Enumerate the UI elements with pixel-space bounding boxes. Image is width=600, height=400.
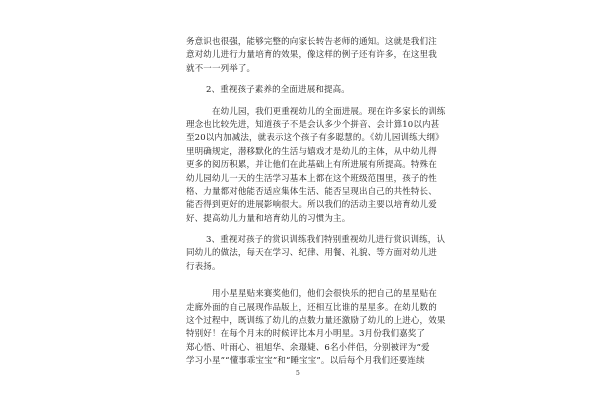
text-line: 幼儿园幼儿一天的生活学习基本上都在这个班级范围里，孩子的性	[186, 173, 437, 184]
paragraph-star-stickers	[186, 288, 446, 368]
page-number: 5	[296, 370, 300, 377]
spacer	[186, 274, 418, 288]
text-line: 能否得到更好的进展影响很大。所以我们的活动主要以培育幼儿爱	[186, 200, 437, 211]
spacer	[186, 226, 418, 234]
text-line: 更多的阅历积累，并让他们在此基础上有所进展有所提高。特殊在	[186, 160, 437, 171]
text-line: 意对幼儿进行力量培育的效果，像这样的例子还有许多，在这里我	[186, 50, 437, 61]
text-line: 郑心悟、叶雨心、祖旭华、余璟婕、6名小伴侣，分别被评为“爱	[186, 342, 430, 353]
paragraph-awareness-continuation	[186, 36, 437, 76]
text-line: 就不一一列举了。	[186, 63, 256, 74]
text-line: 特别好！在每个月末的时候评比本月小明星。3月份我们嘉奖了	[186, 329, 426, 340]
paragraph-appreciation-education	[186, 234, 446, 274]
spacer	[186, 76, 418, 84]
text-line: 好、提高幼儿力量和培育幼儿的习惯为主。	[186, 213, 351, 224]
text-line: 学习小星”“懂事乖宝宝”和“睡宝宝”。以后每个月我们还要连续	[186, 356, 425, 367]
paragraph-comprehensive-development	[186, 106, 446, 227]
document-body	[186, 36, 446, 369]
text-line: 里明确规定，潜移默化的生活与嬉戏才是幼儿的主体，从中幼儿得	[186, 146, 437, 157]
text-line: 在幼儿园，我们更重视幼儿的全面进展。现在许多家长的训练	[212, 106, 446, 117]
text-line: 至20以内加减法，就表示这个孩子有多聪慧的。《幼儿园训练大纲》	[186, 133, 444, 144]
text-line: 理念也比较先进，知道孩子不是会认多少个拼音、会计算10以内甚	[186, 119, 440, 130]
text-line: 走廊外面的自己展现作品版上，还相互比谁的星星多。在幼儿数的	[186, 302, 437, 313]
text-line: 3、重视对孩子的赏识训练我们特别重视幼儿进行赏识训练，认	[206, 235, 446, 246]
text-line: 这个过程中，既训练了幼儿的点数力量还激励了幼儿的上进心，效果	[186, 316, 446, 327]
text-line: 务意识也很强，能够完整的向家长转告老师的通知。这就是我们注	[186, 37, 437, 47]
spacer	[186, 98, 418, 106]
section-heading-2	[186, 84, 418, 97]
text-line: 行表扬。	[186, 261, 221, 272]
text-line: 格、力量都对他能否适应集体生活、能否呈现出自己的共性特长、	[186, 186, 437, 197]
text-line: 同幼儿的做法，每天在学习、纪律、用餐、礼貌、等方面对幼儿进	[186, 248, 437, 259]
text-line: 用小星星贴来赛奖他们，他们会很快乐的把自己的星星贴在	[212, 289, 437, 300]
heading-line: 2、重视孩子素养的全面进展和提高。	[206, 85, 350, 96]
